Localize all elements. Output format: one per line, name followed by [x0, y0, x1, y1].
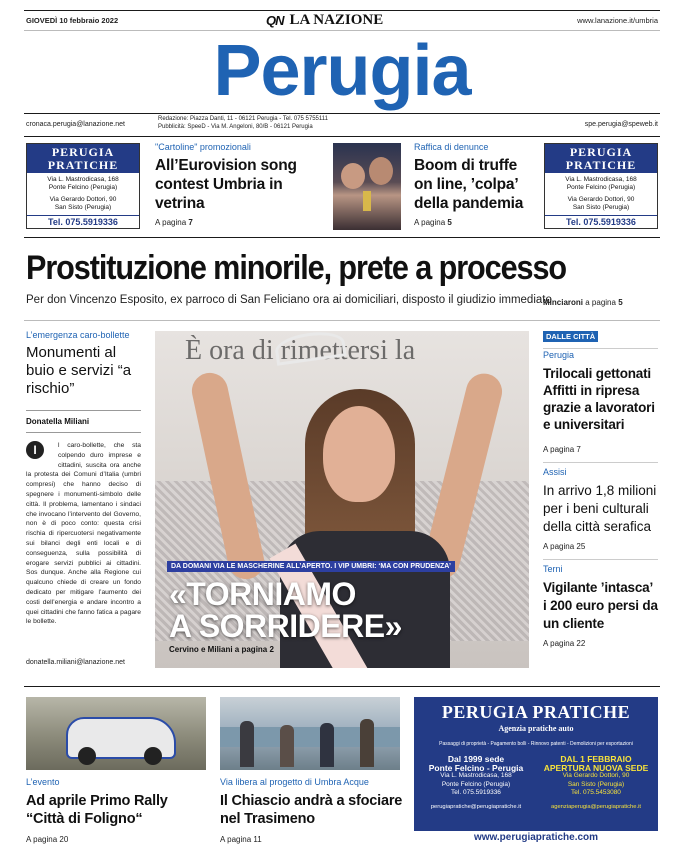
teaser-kicker: Raffica di denunce	[414, 142, 489, 152]
teaser-kicker: "Cartoline" promozionali	[155, 142, 251, 152]
newspaper-name: LA NAZIONE	[289, 12, 384, 28]
ad-addr2: Ponte Felcino (Perugia)	[566, 184, 636, 191]
city-kicker: Perugia	[543, 350, 575, 360]
photo-headline-2: A SORRIDERE»	[169, 608, 402, 644]
main-headline[interactable]: Prostituzione minorile, prete a processo	[26, 249, 567, 287]
qn-logo: QN	[266, 13, 284, 28]
city-item[interactable]	[543, 559, 658, 648]
left-article[interactable]	[26, 330, 141, 627]
ad-addr4: San Sisto (Perugia)	[54, 204, 112, 211]
background-sign-text: È ora di rimettersi la	[185, 335, 416, 366]
face-shape	[323, 406, 395, 502]
big-ad-left-h1: Dal 1999 sede	[447, 754, 505, 764]
teaser-title: Ad aprile Primo Rally “Città di Foligno“	[26, 793, 168, 827]
ad-addr3: Via Gerardo Dottori, 90	[49, 196, 117, 203]
person-4	[360, 719, 374, 767]
site-url[interactable]: www.lanazione.it/umbria	[577, 16, 658, 25]
big-ad-services: Passaggi di proprietà - Pagamento bolli - Rinnovo patenti - Demolizioni per esportazioni	[439, 741, 633, 747]
teaser-truffe[interactable]	[414, 142, 534, 227]
ad-addr4: San Sisto (Perugia)	[572, 204, 630, 211]
big-ad-web[interactable]: www.perugiapratiche.com	[414, 831, 658, 845]
big-ad-left-h2: Ponte Felcino - Perugia	[428, 762, 524, 773]
big-ad-left-mail[interactable]: perugiapratiche@perugiapratiche.it	[430, 803, 522, 810]
photo-credit: Cervino e Miliani a pagina 2	[169, 645, 274, 654]
big-ad-right-tel: Tel. 075.5453080	[571, 789, 621, 796]
city-title: In arrivo 1,8 milioni per i beni culturali della città serafica	[543, 483, 657, 534]
city-title: Trilocali gettonati Affitti in ripresa grazie a lavoratori e universitari	[543, 366, 655, 432]
ad-addr3: Via Gerardo Dottori, 90	[567, 196, 635, 203]
ad-tel: Tel. 075.5919336	[27, 215, 139, 228]
teaser-page: A pagina 7	[155, 218, 193, 227]
teaser-eurovision[interactable]	[155, 142, 325, 227]
ad-tel: Tel. 075.5919336	[545, 215, 657, 228]
drop-cap: I	[26, 441, 44, 459]
pubblicita: Pubblicità: SpeeD - Via M. Angeloni, 80/B - 06121 Perugia	[158, 124, 313, 130]
city-kicker: Assisi	[543, 467, 567, 477]
person-2	[280, 725, 294, 767]
big-ad-left-a2: Ponte Felcino (Perugia)	[441, 780, 511, 788]
ad-addr1: Via L. Mastrodicasa, 168	[47, 176, 119, 183]
pratiche-big-ad[interactable]	[414, 697, 658, 845]
city-page: A pagina 25	[543, 542, 586, 551]
big-ad-title: PERUGIA PRATICHE	[441, 702, 631, 722]
teaser-rally[interactable]	[26, 777, 206, 844]
rally-photo	[26, 697, 206, 770]
teaser-kicker: L’evento	[26, 777, 60, 787]
city-page: A pagina 7	[543, 445, 581, 454]
trasimeno-photo	[220, 697, 400, 770]
big-ad-subtitle: Agenzia pratiche auto	[498, 724, 574, 733]
car-wheel-front	[78, 747, 96, 765]
teaser-title: Il Chiascio andrà a sfociare nel Trasimeno	[220, 793, 403, 827]
dalle-citta-label: DALLE CITTÀ	[543, 331, 598, 342]
ad-line1: PERUGIA	[569, 145, 633, 159]
photo-banner: DA DOMANI VIA LE MASCHERINE ALL’APERTO. I VIP UMBRI: ‘MA CON PRUDENZA’	[167, 561, 455, 572]
article-title: Monumenti al buio e servizi “a rischio”	[26, 344, 132, 397]
teaser-page: A pagina 11	[220, 835, 262, 844]
teaser-kicker: Via libera al progetto di Umbra Acque	[220, 777, 369, 787]
city-item[interactable]	[543, 462, 658, 551]
ad-addr2: Ponte Felcino (Perugia)	[48, 184, 118, 191]
main-page-ref: Minciaroni a pagina 5	[543, 298, 623, 307]
teaser-title: Boom di truffe on line, ’colpa’ della pandemia	[414, 157, 524, 212]
ad-line2: PRATICHE	[565, 158, 637, 172]
big-ad-right-mail[interactable]: agenziaperugia@perugiapratiche.it	[551, 803, 641, 810]
big-ad-right-h1: DAL 1 FEBBRAIO	[560, 754, 632, 764]
photo-headline-1: «TORNIAMO	[169, 576, 356, 612]
big-ad-right-a2: San Sisto (Perugia)	[567, 780, 625, 788]
email-left[interactable]: cronaca.perugia@lanazione.net	[26, 121, 125, 128]
pratiche-ad-left[interactable]	[26, 143, 140, 229]
pratiche-ad-right[interactable]	[544, 143, 658, 229]
teaser-page: A pagina 20	[26, 835, 69, 844]
ad-addr1: Via L. Mastrodicasa, 168	[565, 176, 637, 183]
article-body: l caro-bollette, che sta colpendo duro imprese e cittadini, suscita ora anche la protesta dei Comuni d’Italia (umbri compresi) che hanno deciso di spegnere i monumenti-simbolo delle città. Il problema, lamentano i sindaci che invocano l’intervento del Governo, non è di poco conto: questa crisi rischia di ripercuotersi negativamente sui bilanci degli enti locali e di conseguenza, sulla possibilità di erogare servizi pubblici ai cittadini. Sos dunque. Anche alla Regione cui qualcuno chiede di creare un fondo dedicato per mitigare l’aumento dei costi dell’energia e andare incontro a quei cittadini che fanno fatica a pagare le bollette.	[26, 442, 141, 626]
big-ad-right-h2: APERTURA NUOVA SEDE	[543, 762, 649, 773]
city-kicker: Terni	[543, 564, 563, 574]
article-kicker: L’emergenza caro-bollette	[26, 330, 130, 340]
city-title: Perugia	[213, 31, 471, 111]
big-ad-right-a1: Via Gerardo Dottori, 90	[562, 772, 630, 779]
teaser-title: All’Eurovision song contest Umbria in vetrina	[155, 157, 297, 212]
cover-photo[interactable]	[155, 331, 529, 668]
city-title: Vigilante ’intasca’ i 200 euro persi da un cliente	[543, 580, 658, 631]
big-ad-left-a1: Via L. Mastrodicasa, 168	[440, 772, 512, 779]
teaser-page: A pagina 5	[414, 218, 452, 227]
issue-date: GIOVEDÌ 10 febbraio 2022	[26, 16, 119, 25]
city-page: A pagina 22	[543, 639, 586, 648]
redazione: Redazione: Piazza Danti, 11 - 06121 Perugia - Tel. 075 5755111	[158, 116, 329, 122]
article-author: Donatella Miliani	[26, 417, 90, 426]
city-item[interactable]	[543, 348, 658, 454]
eurovision-photo	[333, 143, 401, 230]
dalle-citta-list	[543, 348, 658, 648]
main-subhead: Per don Vincenzo Esposito, ex parroco di San Feliciano ora ai domiciliari, disposto il giudizio immediato	[26, 294, 552, 306]
person-1	[240, 721, 254, 767]
email-right[interactable]: spe.perugia@speweb.it	[584, 121, 658, 128]
ad-line1: PERUGIA	[51, 145, 115, 159]
article-email[interactable]: donatella.miliani@lanazione.net	[26, 659, 125, 666]
person-3	[320, 723, 334, 767]
ad-line2: PRATICHE	[47, 158, 119, 172]
teaser-chiascio[interactable]	[220, 777, 405, 844]
big-ad-left-tel: Tel. 075.5919336	[451, 789, 501, 796]
car-wheel-rear	[144, 747, 162, 765]
